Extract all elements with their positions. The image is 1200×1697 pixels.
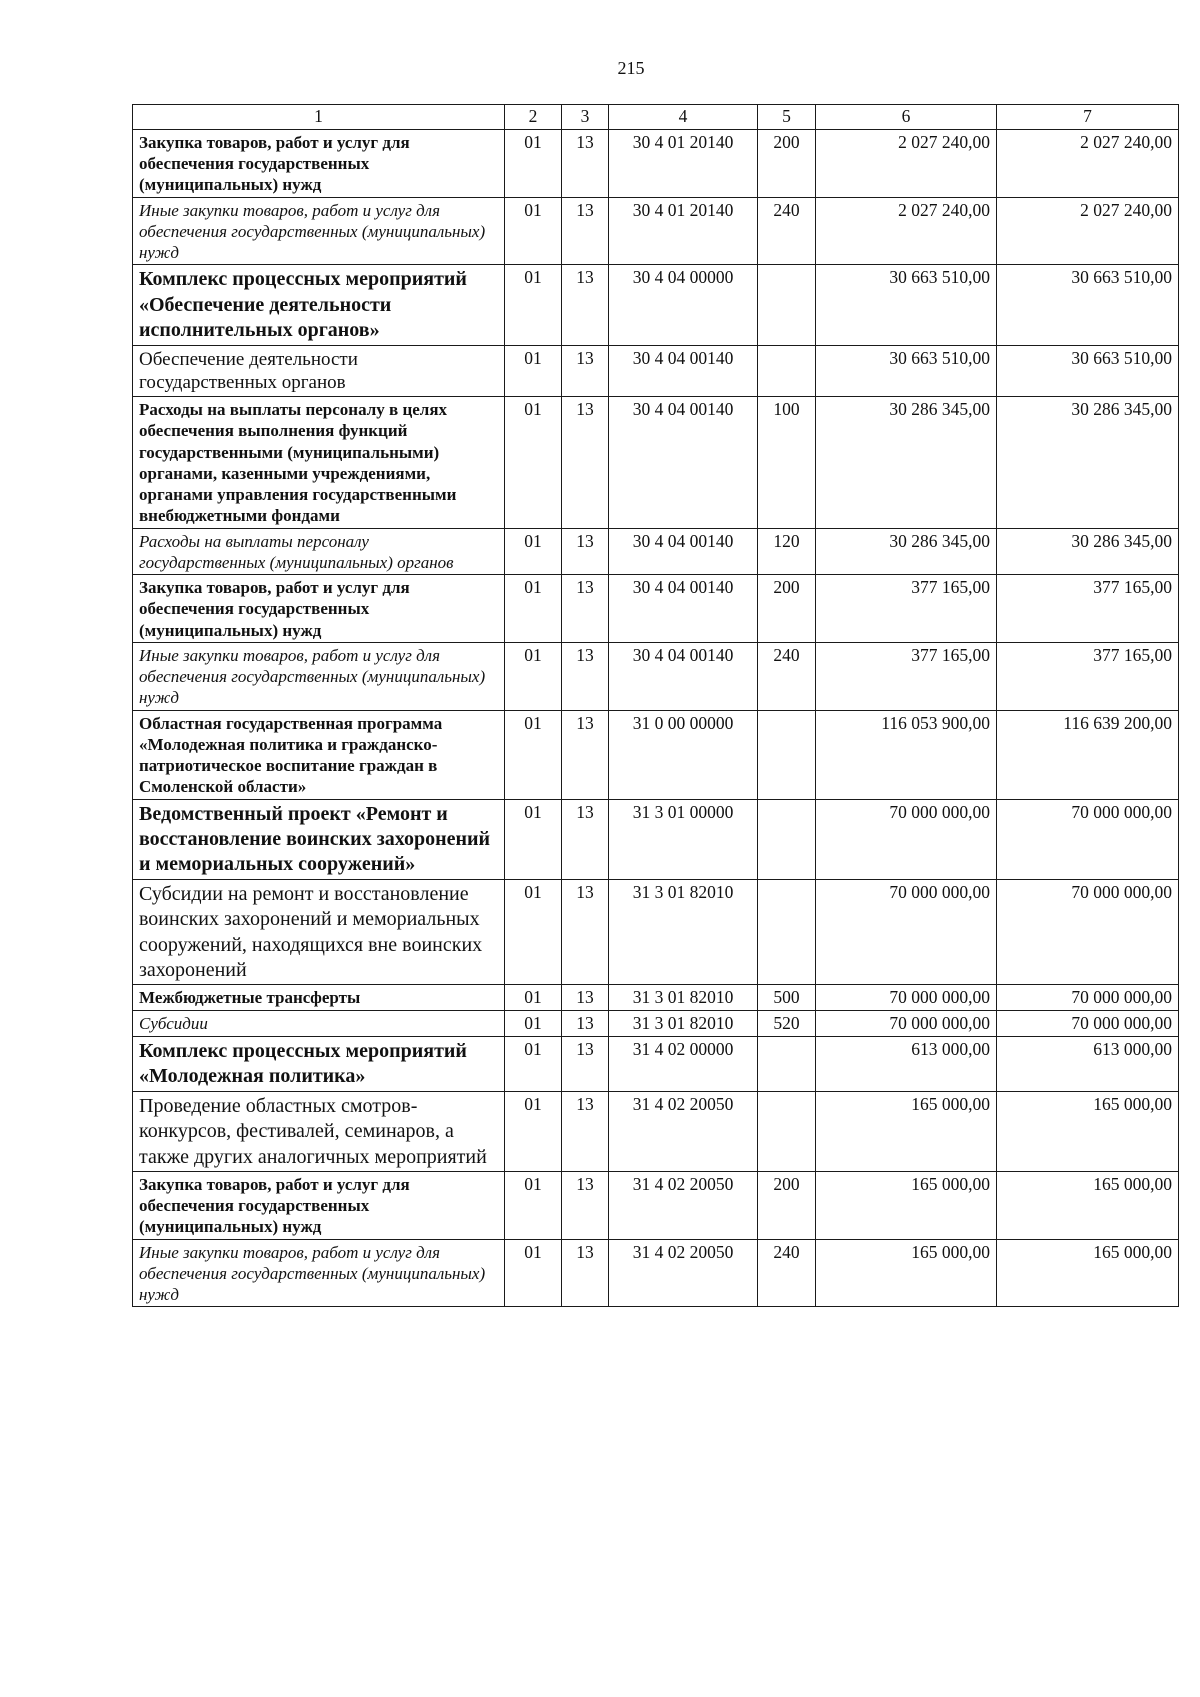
expense-type-cell [758, 1037, 816, 1092]
amount-cell: 30 663 510,00 [997, 345, 1179, 397]
expense-type-cell: 200 [758, 1171, 816, 1239]
amount-cell: 165 000,00 [816, 1171, 997, 1239]
expense-type-cell: 240 [758, 1239, 816, 1307]
amount-cell: 2 027 240,00 [997, 129, 1179, 197]
section-code-cell: 01 [505, 345, 562, 397]
expense-type-cell: 200 [758, 575, 816, 643]
subsection-code-cell: 13 [562, 197, 609, 265]
amount-cell: 30 663 510,00 [816, 265, 997, 345]
expense-type-cell: 520 [758, 1011, 816, 1037]
budget-table [132, 104, 1179, 1307]
target-article-cell: 31 4 02 20050 [609, 1091, 758, 1171]
section-code-cell: 01 [505, 1037, 562, 1092]
section-code-cell: 01 [505, 528, 562, 575]
section-code-cell: 01 [505, 197, 562, 265]
page-number: 215 [617, 58, 645, 78]
subsection-code-cell: 13 [562, 265, 609, 345]
table-row [133, 528, 1179, 575]
amount-cell: 377 165,00 [816, 642, 997, 710]
target-article-cell: 31 3 01 82010 [609, 879, 758, 985]
amount-cell: 2 027 240,00 [816, 197, 997, 265]
table-row [133, 1239, 1179, 1307]
section-code-cell: 01 [505, 879, 562, 985]
table-row [133, 1091, 1179, 1171]
table-row [133, 799, 1179, 879]
subsection-code-cell: 13 [562, 345, 609, 397]
subsection-code-cell: 13 [562, 397, 609, 529]
subsection-code-cell: 13 [562, 1037, 609, 1092]
expense-type-cell [758, 710, 816, 799]
target-article-cell: 31 4 02 00000 [609, 1037, 758, 1092]
table-row [133, 1011, 1179, 1037]
expense-type-cell: 240 [758, 197, 816, 265]
section-code-cell: 01 [505, 575, 562, 643]
target-article-cell: 31 3 01 82010 [609, 985, 758, 1011]
expense-type-cell: 500 [758, 985, 816, 1011]
target-article-cell: 30 4 04 00140 [609, 575, 758, 643]
amount-cell: 70 000 000,00 [997, 879, 1179, 985]
column-header: 4 [609, 105, 758, 130]
section-code-cell: 01 [505, 129, 562, 197]
target-article-cell: 31 3 01 82010 [609, 1011, 758, 1037]
amount-cell: 30 286 345,00 [997, 397, 1179, 529]
expense-type-cell: 240 [758, 642, 816, 710]
expense-type-cell: 100 [758, 397, 816, 529]
target-article-cell: 31 3 01 00000 [609, 799, 758, 879]
table-row [133, 642, 1179, 710]
amount-cell: 30 286 345,00 [997, 528, 1179, 575]
row-name-cell: Иные закупки товаров, работ и услуг для обеспечения государственных (муниципальных) нужд [133, 1239, 505, 1307]
table-row [133, 397, 1179, 529]
column-header: 5 [758, 105, 816, 130]
table-row [133, 879, 1179, 985]
amount-cell: 2 027 240,00 [997, 197, 1179, 265]
row-name-cell: Закупка товаров, работ и услуг для обеспечения государственных (муниципальных) нужд [133, 575, 505, 643]
table-row [133, 265, 1179, 345]
section-code-cell: 01 [505, 710, 562, 799]
target-article-cell: 31 0 00 00000 [609, 710, 758, 799]
expense-type-cell [758, 1091, 816, 1171]
target-article-cell: 30 4 04 00140 [609, 528, 758, 575]
amount-cell: 30 663 510,00 [816, 345, 997, 397]
amount-cell: 30 286 345,00 [816, 397, 997, 529]
row-name-cell: Проведение областных смотров-конкурсов, фестивалей, семинаров, а также других аналогичных мероприятий [133, 1091, 505, 1171]
amount-cell: 116 639 200,00 [997, 710, 1179, 799]
subsection-code-cell: 13 [562, 799, 609, 879]
expense-type-cell [758, 879, 816, 985]
subsection-code-cell: 13 [562, 1239, 609, 1307]
table-row [133, 985, 1179, 1011]
column-header: 3 [562, 105, 609, 130]
target-article-cell: 30 4 01 20140 [609, 197, 758, 265]
subsection-code-cell: 13 [562, 710, 609, 799]
amount-cell: 70 000 000,00 [816, 799, 997, 879]
subsection-code-cell: 13 [562, 879, 609, 985]
amount-cell: 70 000 000,00 [997, 985, 1179, 1011]
row-name-cell: Иные закупки товаров, работ и услуг для обеспечения государственных (муниципальных) нужд [133, 642, 505, 710]
row-name-cell: Субсидии [133, 1011, 505, 1037]
target-article-cell: 31 4 02 20050 [609, 1239, 758, 1307]
table-row [133, 345, 1179, 397]
subsection-code-cell: 13 [562, 129, 609, 197]
section-code-cell: 01 [505, 397, 562, 529]
expense-type-cell [758, 799, 816, 879]
amount-cell: 30 286 345,00 [816, 528, 997, 575]
amount-cell: 70 000 000,00 [816, 879, 997, 985]
amount-cell: 613 000,00 [997, 1037, 1179, 1092]
subsection-code-cell: 13 [562, 575, 609, 643]
section-code-cell: 01 [505, 1171, 562, 1239]
row-name-cell: Закупка товаров, работ и услуг для обеспечения государственных (муниципальных) нужд [133, 1171, 505, 1239]
row-name-cell: Ведомственный проект «Ремонт и восстановление воинских захоронений и мемориальных сооружений» [133, 799, 505, 879]
amount-cell: 2 027 240,00 [816, 129, 997, 197]
table-row [133, 1171, 1179, 1239]
amount-cell: 165 000,00 [997, 1171, 1179, 1239]
row-name-cell: Областная государственная программа «Молодежная политика и гражданско-патриотическое воспитание граждан в Смоленской области» [133, 710, 505, 799]
row-name-cell: Межбюджетные трансферты [133, 985, 505, 1011]
column-header: 7 [997, 105, 1179, 130]
amount-cell: 613 000,00 [816, 1037, 997, 1092]
section-code-cell: 01 [505, 799, 562, 879]
target-article-cell: 30 4 04 00140 [609, 642, 758, 710]
amount-cell: 377 165,00 [997, 575, 1179, 643]
section-code-cell: 01 [505, 985, 562, 1011]
column-header: 2 [505, 105, 562, 130]
subsection-code-cell: 13 [562, 985, 609, 1011]
subsection-code-cell: 13 [562, 1171, 609, 1239]
subsection-code-cell: 13 [562, 642, 609, 710]
amount-cell: 116 053 900,00 [816, 710, 997, 799]
target-article-cell: 30 4 04 00000 [609, 265, 758, 345]
column-header: 6 [816, 105, 997, 130]
section-code-cell: 01 [505, 642, 562, 710]
target-article-cell: 30 4 04 00140 [609, 345, 758, 397]
row-name-cell: Закупка товаров, работ и услуг для обеспечения государственных (муниципальных) нужд [133, 129, 505, 197]
row-name-cell: Расходы на выплаты персоналу в целях обеспечения выполнения функций государственными (муниципальными) органами, казенными учреждениями, органами управления государственными внебюджетными фондами [133, 397, 505, 529]
expense-type-cell [758, 265, 816, 345]
amount-cell: 165 000,00 [997, 1239, 1179, 1307]
row-name-cell: Обеспечение деятельности государственных органов [133, 345, 505, 397]
amount-cell: 377 165,00 [997, 642, 1179, 710]
target-article-cell: 30 4 01 20140 [609, 129, 758, 197]
expense-type-cell: 200 [758, 129, 816, 197]
target-article-cell: 31 4 02 20050 [609, 1171, 758, 1239]
row-name-cell: Комплекс процессных мероприятий «Молодежная политика» [133, 1037, 505, 1092]
amount-cell: 70 000 000,00 [997, 799, 1179, 879]
expense-type-cell [758, 345, 816, 397]
row-name-cell: Расходы на выплаты персоналу государственных (муниципальных) органов [133, 528, 505, 575]
section-code-cell: 01 [505, 1091, 562, 1171]
subsection-code-cell: 13 [562, 1011, 609, 1037]
table-body [133, 129, 1179, 1307]
table-row [133, 129, 1179, 197]
amount-cell: 165 000,00 [816, 1239, 997, 1307]
amount-cell: 165 000,00 [997, 1091, 1179, 1171]
amount-cell: 377 165,00 [816, 575, 997, 643]
amount-cell: 70 000 000,00 [997, 1011, 1179, 1037]
expense-type-cell: 120 [758, 528, 816, 575]
row-name-cell: Иные закупки товаров, работ и услуг для обеспечения государственных (муниципальных) нужд [133, 197, 505, 265]
section-code-cell: 01 [505, 1011, 562, 1037]
subsection-code-cell: 13 [562, 528, 609, 575]
table-row [133, 575, 1179, 643]
subsection-code-cell: 13 [562, 1091, 609, 1171]
amount-cell: 30 663 510,00 [997, 265, 1179, 345]
table-row [133, 710, 1179, 799]
amount-cell: 70 000 000,00 [816, 985, 997, 1011]
column-header: 1 [133, 105, 505, 130]
header-row [133, 105, 1179, 130]
section-code-cell: 01 [505, 265, 562, 345]
table-row [133, 1037, 1179, 1092]
section-code-cell: 01 [505, 1239, 562, 1307]
table-row [133, 197, 1179, 265]
amount-cell: 165 000,00 [816, 1091, 997, 1171]
target-article-cell: 30 4 04 00140 [609, 397, 758, 529]
row-name-cell: Комплекс процессных мероприятий «Обеспечение деятельности исполнительных органов» [133, 265, 505, 345]
amount-cell: 70 000 000,00 [816, 1011, 997, 1037]
row-name-cell: Субсидии на ремонт и восстановление воинских захоронений и мемориальных сооружений, находящихся вне воинских захоронений [133, 879, 505, 985]
